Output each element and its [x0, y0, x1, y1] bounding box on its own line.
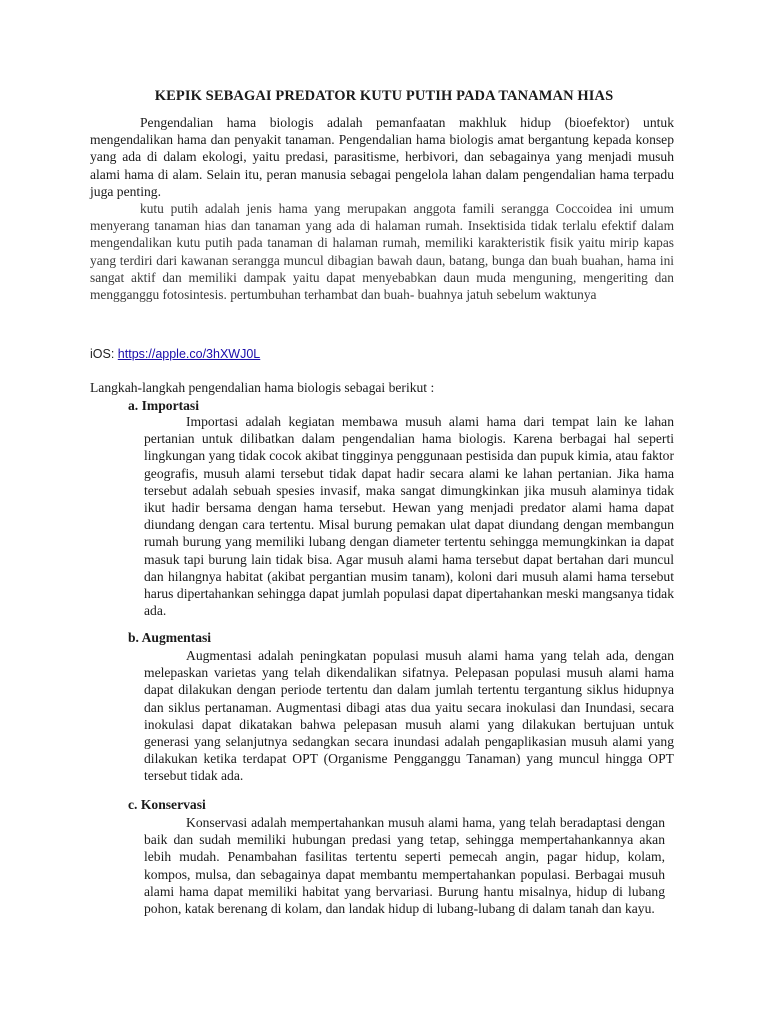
ios-label: iOS:	[90, 347, 118, 361]
kutu-putih-paragraph: kutu putih adalah jenis hama yang merupakan anggota famili serangga Coccoidea ini umum menyerang tanaman hias dan tanaman yang ada di halaman rumah. Insektisida tidak terlalu efektif dalam mengendalikan kutu putih pada tanaman di halaman rumah, memiliki karakteristik fisik yaitu mirip kapas yang terdiri dari kawanan serangga muncul dibagian bawah daun, batang, bunga dan buah buahan, hama ini sangat aktif dan memiliki dampak yaitu dapat menyebabkan daun muda menguning, mengeriting dan mengganggu fotosintesis. pertumbuhan terhambat dan buah- buahnya jatuh sebelum waktunya	[90, 201, 674, 303]
section-heading-importasi: a. Importasi	[128, 398, 199, 413]
section-body-konservasi: Konservasi adalah mempertahankan musuh alami hama, yang telah beradaptasi dengan baik dan sudah memiliki hubungan predasi yang tetap, sehingga mempertahankannya akan lebih mudah. Penambahan fasilitas tertentu seperti pemecah angin, pagar hidup, kolam, kompos, mulsa, dan sebagainya dapat membantu mempertahankan populasi. Berbagai musuh alami hama dapat memiliki habitat yang bervariasi. Burung hantu misalnya, hidup di lubang pohon, katak berenang di kolam, dan landak hidup di lubang-lubang di dalam tanah dan kayu.	[144, 815, 665, 917]
section-heading-augmentasi: b. Augmentasi	[128, 630, 212, 645]
ios-link[interactable]: https://apple.co/3hXWJ0L	[117, 347, 261, 361]
section-body-importasi: Importasi adalah kegiatan membawa musuh alami hama dari tempat lain ke lahan pertanian untuk dilibatkan dalam pengendalian hama biologis. Karena berbagai hal seperti lingkungan yang tidak cocok akibat tingginya penggunaan pestisida dan pupuk kimia, atau faktor geografis, musuh alami tersebut tidak dapat hadir secara alami ke lahan pertanian. Jika hama tersebut adalah sebuah spesies invasif, maka sangat dimungkinkan jika musuh alaminya tidak ikut hadir bersama dengan hama tersebut. Hewan yang menjadi predator alami hama dapat diundang dengan cara tertentu. Misal burung pemakan ulat dapat diundang dengan membangun rumah burung yang memiliki lubang dengan diameter tertentu sehingga memungkinkan ia dapat masuk tapi burung lain tidak bisa. Agar musuh alami hama tersebut dapat bertahan dari muncul dan hilangnya habitat (akibat pergantian musim tanam), koloni dari musuh alami hama tersebut harus dipertahankan sehingga dapat jumlah populasi dapat dipertahankan meski mangsanya tidak ada.	[144, 414, 674, 619]
document-title: KEPIK SEBAGAI PREDATOR KUTU PUTIH PADA TANAMAN HIAS	[154, 88, 614, 104]
steps-intro: Langkah-langkah pengendalian hama biologis sebagai berikut :	[90, 380, 435, 395]
intro-paragraph: Pengendalian hama biologis adalah pemanfaatan makhluk hidup (bioefektor) untuk mengendalikan hama dan penyakit tanaman. Pengendalian hama biologis amat bergantung kepada konsep yang ada di dalam ekologi, yaitu predasi, parasitisme, herbivori, dan sebagainya yang menjadi musuh alami hama di alam. Selain itu, peran manusia sebagai pengelola lahan dalam pengendalian hama terpadu juga penting.	[90, 115, 674, 199]
section-heading-konservasi: c. Konservasi	[128, 797, 206, 812]
section-body-augmentasi: Augmentasi adalah peningkatan populasi musuh alami hama yang telah ada, dengan melepaskan varietas yang telah dikendalikan sifatnya. Pelepasan populasi musuh alami hama dapat dilakukan dengan periode tertentu dan dalam jumlah tertentu tergantung siklus hidupnya dan siklus pertanaman. Augmentasi dibagi atas dua yaitu secara inokulasi dan Inundasi, secara inokulasi dapat dikatakan bahwa pelepasan musuh alami yang dilakukan bertujuan untuk generasi yang selanjutnya sedangkan secara inundasi adalah pengaplikasian musuh alami yang dilakukan ketika terdapat OPT (Organisme Pengganggu Tanaman) yang muncul hingga OPT tersebut tidak ada.	[144, 648, 674, 784]
ios-link-line	[90, 347, 260, 361]
